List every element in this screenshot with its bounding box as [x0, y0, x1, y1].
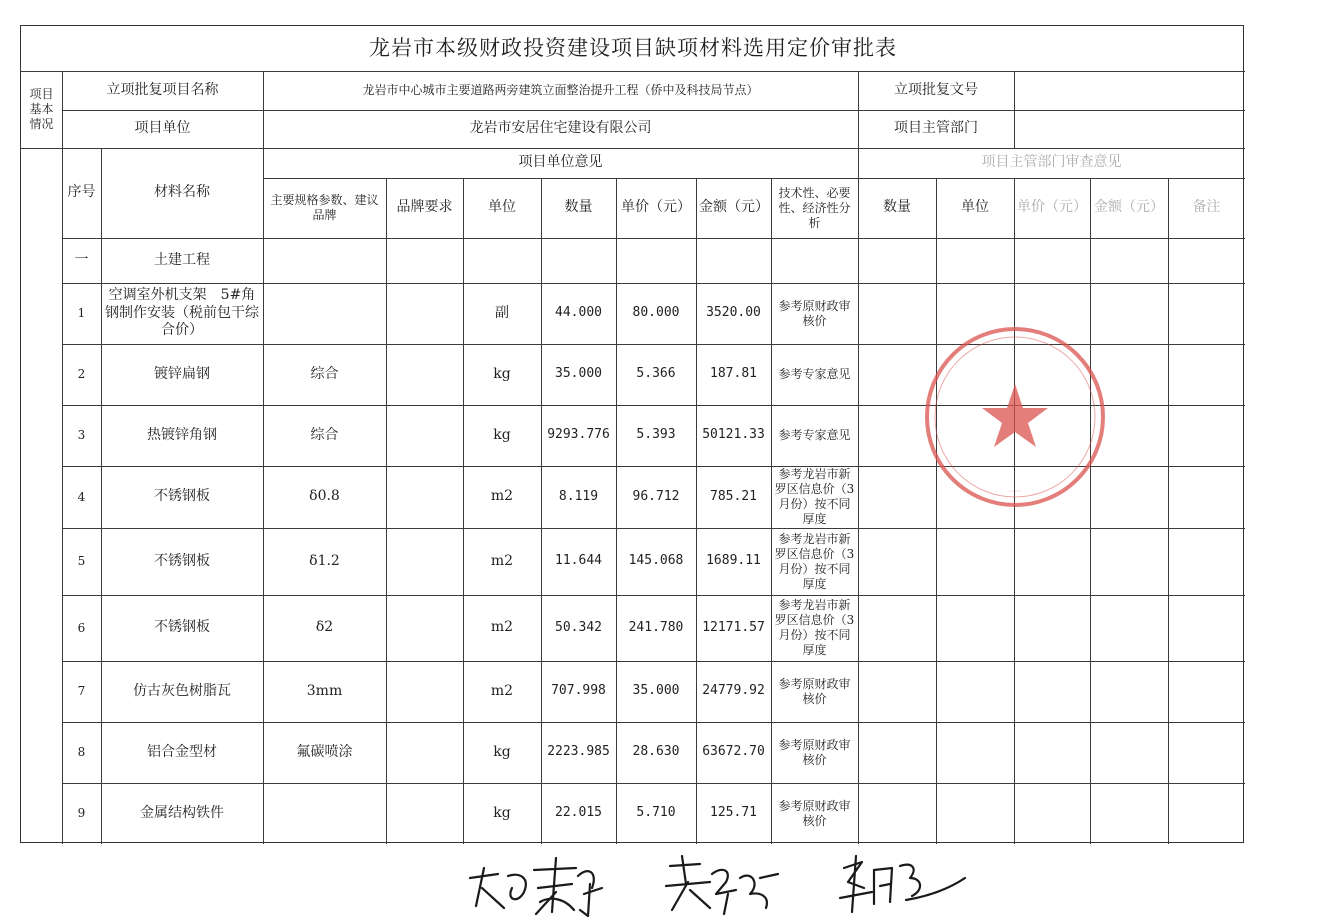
row-dept-price — [1014, 661, 1090, 722]
project-name-value: 龙岩市中心城市主要道路两旁建筑立面整治提升工程（侨中及科技局节点） — [362, 83, 759, 97]
row-unit: m2 — [490, 552, 514, 569]
row-dept-remark — [1168, 344, 1245, 405]
row-seq: 7 — [77, 684, 86, 698]
header-qty: 数量 — [564, 199, 593, 216]
row-price: 80.000 — [632, 305, 680, 321]
row-dept-remark — [1168, 595, 1245, 661]
row-dept-remark — [1168, 405, 1245, 466]
svg-text:·····: ····· — [1008, 487, 1022, 496]
row-seq: 9 — [77, 806, 86, 820]
row-unit: kg — [493, 365, 511, 382]
row-brand — [386, 344, 463, 405]
category-name: 土建工程 — [154, 251, 210, 268]
row-analysis: 参考龙岩市新罗区信息价（3月份）按不同厚度 — [774, 531, 855, 591]
form-title: 龙岩市本级财政投资建设项目缺项材料选用定价审批表 — [369, 36, 897, 61]
row-dept-price — [1014, 783, 1090, 844]
row-qty: 22.015 — [555, 805, 602, 821]
row-spec — [263, 283, 386, 344]
header-dept-qty: 数量 — [883, 199, 911, 216]
row-material-name: 热镀锌角钢 — [147, 426, 217, 443]
row-spec: δ0.8 — [309, 488, 340, 505]
row-qty: 9293.776 — [547, 427, 610, 443]
row-unit: kg — [493, 743, 511, 760]
row-qty: 50.342 — [555, 619, 602, 635]
row-amount: 12171.57 — [702, 619, 765, 635]
header-unit-opinion: 项目单位意见 — [518, 154, 603, 171]
row-dept-unit — [936, 528, 1014, 595]
dept-label: 项目主管部门 — [894, 120, 978, 137]
row-analysis: 参考龙岩市新罗区信息价（3月份）按不同厚度 — [774, 467, 855, 526]
row-dept-qty — [858, 528, 936, 595]
row-dept-amount — [1090, 595, 1168, 661]
row-dept-amount — [1090, 783, 1168, 844]
row-analysis: 参考专家意见 — [778, 428, 851, 442]
row-dept-remark — [1168, 528, 1245, 595]
row-material-name: 不锈钢板 — [154, 488, 210, 505]
row-material-name: 空调室外机支架 5#角钢制作安装（税前包干综合价） — [105, 287, 259, 339]
row-qty: 8.119 — [558, 488, 599, 504]
row-brand — [386, 283, 463, 344]
row-amount: 125.71 — [710, 805, 757, 821]
row-brand — [386, 595, 463, 661]
row-unit: 副 — [495, 304, 509, 321]
row-dept-amount — [1090, 661, 1168, 722]
row-material-name: 金属结构铁件 — [140, 804, 224, 821]
company-seal-stamp — [920, 322, 1110, 512]
row-unit: m2 — [490, 682, 514, 699]
row-analysis: 参考龙岩市新罗区信息价（3月份）按不同厚度 — [774, 598, 855, 657]
header-material: 材料名称 — [154, 184, 210, 201]
row-brand — [386, 405, 463, 466]
header-dept-unit: 单位 — [961, 199, 989, 216]
row-seq: 5 — [77, 554, 86, 568]
row-analysis: 参考原财政审核价 — [778, 737, 851, 767]
row-dept-remark — [1168, 783, 1245, 844]
row-qty: 2223.985 — [547, 744, 610, 760]
row-price: 5.710 — [636, 805, 676, 821]
row-dept-remark — [1168, 661, 1245, 722]
row-dept-unit — [936, 783, 1014, 844]
row-brand — [386, 661, 463, 722]
row-material-name: 不锈钢板 — [154, 619, 210, 636]
row-material-name: 铝合金型材 — [147, 743, 217, 760]
row-seq: 3 — [77, 428, 86, 442]
row-price: 28.630 — [632, 744, 680, 760]
row-price: 5.366 — [636, 366, 676, 382]
row-dept-amount — [1090, 722, 1168, 783]
row-dept-qty — [858, 661, 936, 722]
row-spec: 综合 — [310, 426, 339, 443]
header-price: 单价（元） — [621, 199, 691, 216]
header-seq: 序号 — [67, 184, 96, 201]
row-analysis: 参考原财政审核价 — [778, 798, 851, 828]
row-amount: 50121.33 — [702, 427, 765, 443]
row-qty: 35.000 — [555, 366, 602, 382]
row-spec: 综合 — [310, 365, 339, 382]
header-analysis: 技术性、必要性、经济性分析 — [778, 185, 851, 230]
row-analysis: 参考原财政审核价 — [778, 676, 851, 706]
row-price: 96.712 — [632, 488, 680, 504]
approval-no-value — [1014, 71, 1245, 110]
category-seq: 一 — [74, 251, 89, 268]
row-unit: m2 — [490, 488, 514, 505]
row-amount: 785.21 — [710, 488, 757, 504]
header-dept-opinion: 项目主管部门审查意见 — [981, 154, 1122, 171]
row-spec: δ1.2 — [309, 552, 340, 569]
row-seq: 2 — [77, 367, 86, 381]
row-price: 241.780 — [628, 619, 684, 635]
row-qty: 11.644 — [555, 553, 602, 569]
row-spec — [263, 783, 386, 844]
dept-value — [1014, 110, 1245, 148]
row-spec: 3mm — [306, 682, 343, 699]
row-material-name: 不锈钢板 — [154, 552, 210, 569]
row-material-name: 镀锌扁钢 — [154, 365, 210, 382]
project-unit-label: 项目单位 — [134, 120, 191, 137]
header-dept-remark: 备注 — [1192, 199, 1221, 216]
header-unit: 单位 — [488, 199, 516, 216]
row-amount: 1689.11 — [706, 553, 761, 569]
row-brand — [386, 722, 463, 783]
row-brand — [386, 528, 463, 595]
row-spec: δ2 — [315, 619, 334, 636]
row-analysis: 参考专家意见 — [778, 367, 851, 381]
row-dept-remark — [1168, 283, 1245, 344]
row-dept-unit — [936, 722, 1014, 783]
row-dept-qty — [858, 595, 936, 661]
row-dept-qty — [858, 783, 936, 844]
row-unit: m2 — [490, 619, 514, 636]
row-price: 5.393 — [636, 427, 676, 443]
header-spec: 主要规格参数、建议品牌 — [270, 193, 379, 222]
header-dept-price: 单价（元） — [1017, 199, 1087, 216]
row-amount: 24779.92 — [702, 683, 765, 699]
row-seq: 1 — [77, 306, 86, 320]
row-unit: kg — [493, 804, 511, 821]
row-dept-unit — [936, 595, 1014, 661]
row-amount: 187.81 — [710, 366, 757, 382]
row-seq: 6 — [77, 620, 86, 635]
row-seq: 4 — [77, 489, 86, 504]
row-qty: 707.998 — [551, 683, 606, 699]
section-label-basic-info: 项目 基本 情况 — [29, 87, 54, 131]
header-dept-amount: 金额（元） — [1094, 199, 1164, 216]
row-dept-amount — [1090, 528, 1168, 595]
row-dept-price — [1014, 528, 1090, 595]
row-amount: 3520.00 — [706, 305, 761, 321]
row-brand — [386, 783, 463, 844]
row-dept-unit — [936, 661, 1014, 722]
row-seq: 8 — [77, 745, 86, 759]
project-unit-value: 龙岩市安居住宅建设有限公司 — [469, 120, 652, 137]
row-dept-qty — [858, 722, 936, 783]
row-unit: kg — [493, 426, 511, 443]
header-amount: 金额（元） — [699, 199, 769, 216]
row-amount: 63672.70 — [702, 744, 765, 760]
approval-no-label: 立项批复文号 — [894, 81, 978, 98]
row-dept-remark — [1168, 722, 1245, 783]
row-brand — [386, 466, 463, 528]
row-material-name: 仿古灰色树脂瓦 — [133, 682, 231, 699]
row-dept-price — [1014, 595, 1090, 661]
row-price: 35.000 — [632, 683, 680, 699]
row-spec: 氟碳喷涂 — [296, 743, 353, 760]
row-analysis: 参考原财政审核价 — [778, 298, 851, 328]
row-price: 145.068 — [628, 553, 684, 569]
project-name-label: 立项批复项目名称 — [106, 81, 219, 98]
row-dept-remark — [1168, 466, 1245, 528]
header-brand: 品牌要求 — [396, 199, 453, 216]
row-dept-price — [1014, 722, 1090, 783]
handwritten-signatures — [460, 848, 980, 922]
row-qty: 44.000 — [555, 305, 602, 321]
